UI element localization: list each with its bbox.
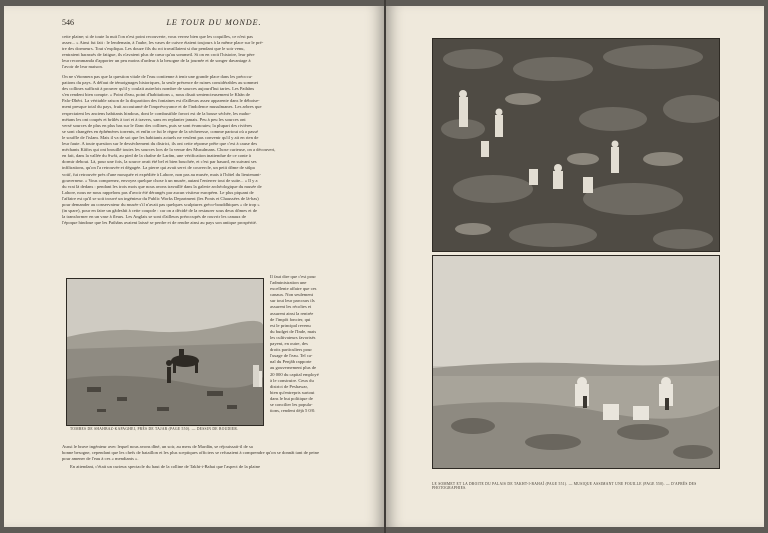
side-line: est le principal revenu (270, 322, 311, 328)
water-line: l'époque hindoue que les Pathâns avaient laissé se perdre et de rendre ainsi au pays son antique prospérité. (62, 220, 257, 226)
side-line: au gouvernement plus de (270, 365, 317, 371)
side-line: de l'impôt foncier, qui (270, 316, 311, 322)
side-line: sur tout leur parcours ils (270, 298, 315, 304)
side-line: excellente affaire que ces (270, 286, 317, 292)
intro-line: tre des dormeurs. Tout s'expliqua. Les douze fils du roi travaillaient si dur pendant que le soir venu, (62, 46, 245, 52)
engineer-line: Aussi le brave ingénieur avec lequel nous avons dîné, un soir, au mess de Mardân, se réjouissait-il de sa (62, 444, 253, 449)
side-line: 20 000 du capital employé (270, 371, 319, 377)
side-line: payent, en outre, des (270, 341, 308, 347)
water-line: métans les ont coupés et brûlés à tort et à travers, sans en replanter jamais. Peu à peu les sources ont (62, 116, 246, 122)
paragraph-closing (62, 464, 366, 470)
page-number: 546 (62, 18, 74, 27)
left-figure-caption: TOMBES DE SHAHBAZ-KAPAGHEI, PRÈS DE TAJAR (PAGE 550). — DESSIN DE BOUDIER. (70, 427, 239, 431)
side-line: nal du Penjâb rapporte (270, 359, 312, 365)
engineer-line: pour amener de l'eau à ces « mendiants ». (62, 456, 139, 462)
side-line: du budget de l'Inde, mais (270, 328, 317, 334)
side-line: assurent les récoltes et (270, 304, 312, 310)
side-line: tions, rendent déjà 5 0/0. (270, 408, 316, 414)
figure-tombs-illustration (66, 278, 264, 426)
water-line: du vrai là dedans : pendant les trois mois que nous avons travaillé dans la galerie archéologique du musée de (62, 183, 262, 189)
water-line: votif, fut retrouvée près d'une mosquée et expédiée à Lahore, non pas au musée, mais à l'hôtel du lieutenant- (62, 171, 261, 177)
water-line: leur faute. A toute question sur le dessèchement du district, ils ont cette réponse prête que c'est à cause des (62, 141, 258, 147)
water-line: pour demander au conservateur du musée s'il n'avait pas quelques sculptures gréco-bouddhiques « de trop » (62, 201, 260, 207)
water-line: (in spare), pour en faire un gâdeshit à cette coupole : car on a décidé de la restaurer sous deux dômes et de (62, 208, 258, 214)
page-header (62, 18, 366, 30)
left-page (4, 6, 384, 527)
paragraph-water (62, 74, 366, 226)
side-line: assurent ainsi la rentrée (270, 310, 314, 316)
side-line: bien qu'entrepris surtout (270, 389, 315, 395)
water-line: On ne s'étonnera pas que la question vitale de l'eau contienne à tenir une grande place dans les préoccu- (62, 74, 253, 79)
water-line: pations du pays. A défaut de témoignages historiques, la seule présence de ruines considérables au sommet (62, 80, 259, 86)
water-line: infiltrations, qu'on l'a retrouvée et dégagée. La pierre qui avait servi de couvercle, un petit dôme de stûpa (62, 165, 255, 171)
closing-line: En attendant, c'était un curieux spectacle du haut de la colline de Takht-i-Bahai que l'aspect de la plaine (70, 464, 261, 469)
water-line: le souffle de l'islam. Mais il va de soi que les habitants actuels ne veulent pas convenir qu'il y ait en rien de (62, 134, 259, 140)
side-line: district de Peshawar, (270, 383, 308, 389)
running-title: LE TOUR DU MONDE. (166, 18, 262, 27)
water-line: l'affaire est qu'il se soit trouvé un ingénieur du Public Works Department (les Ponts et Chaussées de là-bas) (62, 195, 259, 201)
water-line: en fait, dans la vallée du Swât, au pied de la chaîne de Larâm, une vérification inattendue de ce conte à (62, 153, 251, 159)
water-line: Lahore, nous ne nous rappelons pas d'avoir été dérangés par aucun visiteur européen. Le plus piquant de (62, 189, 254, 195)
side-line: droits particuliers pour (270, 347, 312, 353)
intro-line: l'avoir de leur maison. (62, 64, 103, 70)
side-line: les cultivateurs favorisés (270, 334, 316, 340)
intro-line: rentraient harassés de fatigue, ils n'avaient plus de cœur qu'au sommeil. Si on en croit l'histoire, leur père (62, 52, 255, 58)
photo-hillside-ruins (432, 38, 720, 252)
photo-excavation (432, 255, 720, 469)
water-line: la transformer en un vase à fleurs. Les Anglais se sont d'ailleurs préoccupés de rouvrir les canaux de (62, 214, 247, 220)
water-line: dormir debout. Là, pour une fois, la source avait été bel et bien bouchée, et c'est par hasard, en suivant ses (62, 159, 257, 165)
side-line: Il faut dire que c'est pour (270, 274, 316, 279)
water-line: gouverneur. « Vous comprenez, envoyez quelque chose à un musée, autant l'enterrer tout de suite... « Il y a (62, 177, 258, 183)
side-line: l'usage de l'eau. Tel ca- (270, 353, 313, 359)
water-line: respectaient les anciens habitants hindous, dont le combustible favori est de la bouse séchée, les maho- (62, 110, 251, 116)
water-line: méchants Kâfirs qui ont brouillé toutes les sources lors de la venue des Musulmans. Chose curieuse, on a découvert, (62, 147, 276, 153)
water-line: s'en rendent bien compte. « Point d'eau, point d'habitations », nous disait sentencieusement le Khân de (62, 92, 250, 98)
intro-line: leur recommanda d'apporter un peu moins d'ardeur à la besogne de la journée et de songer davantage à (62, 58, 251, 64)
paragraph-intro (62, 34, 366, 71)
right-page (386, 6, 764, 527)
side-line: se concilier les popula- (270, 401, 313, 407)
water-line: des collines suffirait à prouver qu'il y coulait autrefois nombre de sources aujourd'hui taries. Les Pathâns (62, 86, 255, 92)
water-line: Palo-Dhêri. La véritable raison de la disparition des fontaines est d'ailleurs assez apparente dans le déboise- (62, 98, 260, 104)
intro-line: cette plaine; si de toute la nuit l'on n'est point recouverte, vous verrez bien que les coquilles, ce n'est pas (62, 34, 253, 39)
side-column-text (270, 274, 366, 414)
water-line: se sont changées en éphémères torrents, et enfin ce fut le règne de la sécheresse, comme partout où a passé (62, 128, 259, 134)
engineer-line: bonne besogne, cependant que les chefs de bataillon et les plus sceptiques officiers se refusaient à comprendre qu'on se donnât tant de peine (62, 450, 320, 456)
water-line: ment presque total du pays, fruit accoutumé de l'imprévoyance et de l'indolence musulmanes. Les arbres que (62, 104, 262, 110)
paragraph-engineer (62, 444, 366, 462)
side-line: canaux. Non seulement (270, 292, 313, 298)
side-line: l'administration une (270, 280, 307, 286)
side-line: dans le but politique de (270, 395, 313, 401)
side-line: à le construire. Ceux du (270, 377, 314, 383)
right-figure-caption: LE SOMMET ET LA DROITE DU PALAIS DE TAKHT-I-BAHAÏ (PAGE 551). — MUSIQUE ASSIMANT UNE FOUILLE (PAGE 550). — D'APRÈS DES PHOTOGRAPHIES. (432, 482, 697, 490)
water-line: versé sources de plus en plus bas sur le flanc des collines, puis se sont évanouies; la plupart des rivières (62, 122, 253, 128)
intro-line: assez... » Ainsi fut fait : le lendemain, à l'aube, les vases de cuivre étaient toujours à la même place sur le pré- (62, 40, 264, 46)
